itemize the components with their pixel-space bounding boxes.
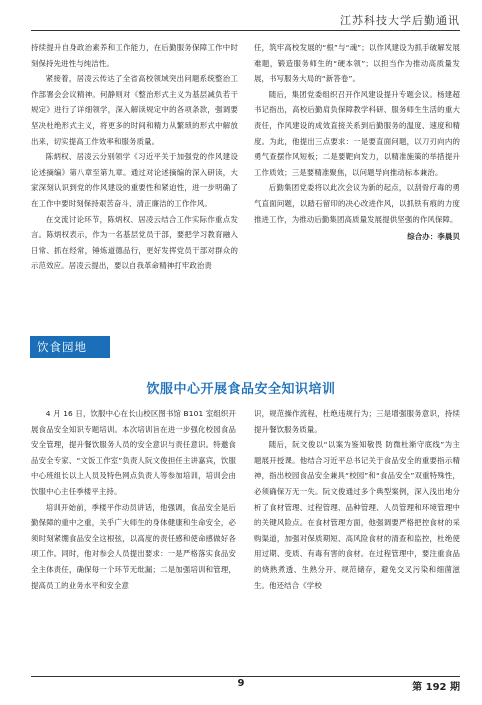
paragraph: 随后，集团党委组织召开作风建设提升专题会议。杨建超书记指出，高校后勤肩负保障教学科研、服务师生生活的重大责任，作风建设的成效直接关系到后勤服务的温度、速度和精度。为此，他提出三点要求：一是要直面问题，以刀刃向内的勇气查摆作风短板；二是要靶向发力，以精准施策的举措提升工作质效；三是要精准聚焦，以问题导向推动标本兼治。 [254, 89, 460, 177]
upper-left-column [31, 40, 238, 274]
paragraph: 陈炳权、居凌云分别领学《习近平关于加强党的作风建设论述摘编》第八章至第九章。通过对论述摘编的深入研读，大家深刻认识到党的作风建设的重要性和紧迫性，进一步明确了在工作中要时刻保持艰苦奋斗、清正廉洁的工作作风。 [31, 152, 238, 208]
paragraph: 在交流讨论环节，陈炳权、居凌云结合工作实际作重点发言。陈炳权表示，作为一名基层党员干部，要把学习教育融入日常、抓在经常，锤炼道德品行，更好发挥党员干部对群众的示范效应。居凌云提出，要以自我革命精神打牢政治责 [31, 214, 238, 271]
page-number: 9 [237, 678, 245, 689]
paragraph: 识，规范操作流程，杜绝违规行为；三是增强服务意识，持续提升餐饮服务质量。 [254, 409, 460, 434]
paragraph: 任，筑牢高校发展的“根”与“魂”；以作风建设为抓手破解发展难题，锻造服务师生的“硬本领”；以担当作为推动高质量发展，书写服务大局的“新答卷”。 [254, 43, 460, 84]
upper-right-column [254, 40, 460, 245]
paragraph: 随后，阮文俊以“以案为鉴知敬畏 防微杜渐守底线”为主题展开授课。他结合习近平总书记关于食品安全的重要指示精神，指出校园食品安全兼具“校园”和“食品安全”双重特殊性，必须确保万无一失。阮文俊通过多个典型案例，深入浅出地分析了食材管理、过程管理、品种管理、人员管理和环境管理中的关键风险点。在食材管理方面，他强调要严格把控食材的采购渠道，加强对保质期短、高风险食材的清查和监控，杜绝使用过期、变质、有毒有害的食材。在过程管理中，要注重食品的烧熟煮透、生熟分开、规范储存，避免交叉污染和细菌滋生。他还结合《学校 [254, 440, 460, 590]
paragraph: 培训开始前，季楼平作动员讲话，他强调，食品安全是后勤保障的重中之重，关乎广大师生的身体健康和生命安全，必须时刻紧绷食品安全这根弦，以高度的责任感和使命感做好各项工作。同时，他对参会人员提出要求：一是严格落实食品安全主体责任，确保每一个环节无纰漏；二是加强培训和管理，提高员工的业务水平和安全意 [31, 502, 236, 590]
page-header [0, 0, 482, 36]
article-left-column [31, 406, 236, 593]
footer-rule [31, 676, 460, 677]
paragraph: 后勤集团党委将以此次会议为新的起点，以刮骨疗毒的勇气直面问题，以踏石留印的决心改进作风，以抓铁有痕的力度推进工作，为推动后勤集团高质量发展提供坚强的作风保障。 [254, 183, 460, 224]
paragraph: 持续提升自身政治素养和工作能力，在后勤服务保障工作中时刻保持先进性与纯洁性。 [31, 43, 238, 68]
author-signature: 综合办：李晨贝 [407, 232, 460, 242]
paragraph: 4 月 16 日，饮服中心在长山校区图书馆 B101 室组织开展食品安全知识专题培训。本次培训旨在进一步强化校园食品安全管理，提升餐饮服务人员的安全意识与责任意识。特邀食品安全专家、“文饭工作室”负责人阮文俊担任主讲嘉宾，饮服中心班组长以上人员及特色网点负责人等参加培训，培训会由饮服中心主任季楼平主持。 [31, 409, 236, 496]
publication-title: 江苏科技大学后勤通讯 [340, 14, 460, 27]
header-rule [31, 30, 460, 31]
article-right-column [254, 406, 460, 593]
paragraph: 紧接着，居凌云传达了全省高校领域突出问题系统整治工作部署会会议精神。何静则对《整治形式主义为基层减负若干规定》进行了详细领学，深入解读规定中的各项条款，强调要坚决杜绝形式主义，将更多的时间和精力从繁琐的形式中解放出来，切实提高工作效率和服务质量。 [31, 74, 238, 146]
section-banner: 饮食园地 [30, 336, 110, 358]
article-title: 饮服中心开展食品安全知识培训 [146, 382, 336, 397]
issue-number: 第 192 期 [412, 682, 460, 693]
